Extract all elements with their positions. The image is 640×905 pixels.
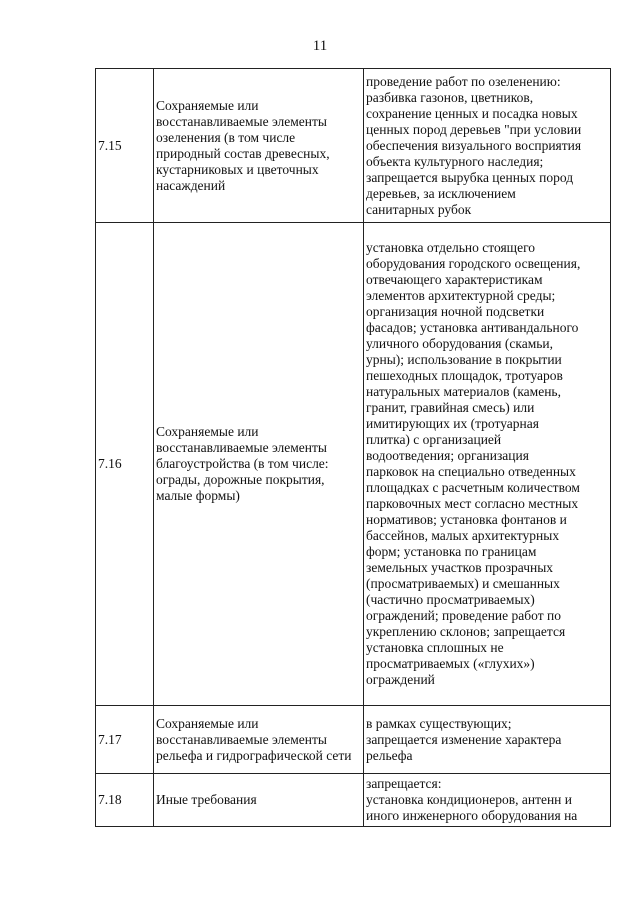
requirement-line: нормативов; установка фонтанов и	[366, 512, 567, 527]
requirement-line: установка отдельно стоящего	[366, 240, 536, 255]
requirement-line: просматриваемых («глухих»)	[366, 656, 535, 671]
requirements-cell	[364, 774, 611, 827]
row-number: 7.15	[96, 69, 154, 223]
requirement-line: бассейнов, малых архитектурных	[366, 528, 560, 543]
requirement-line: объекта культурного наследия;	[366, 153, 544, 169]
element-name: Сохраняемые или восстанавливаемые элементы рельефа и гидрографической сети	[154, 706, 364, 774]
requirement-line: установка сплошных не	[366, 640, 504, 655]
requirement-line: организация ночной подсветки	[366, 304, 545, 319]
requirements-cell	[364, 69, 611, 223]
element-name: Иные требования	[154, 774, 364, 827]
requirement-line: плитка) с организацией	[366, 432, 502, 447]
requirement-line: ограждений	[366, 672, 435, 687]
requirement-line: форм; установка по границам	[366, 544, 537, 559]
requirement-line: оборудования городского освещения,	[366, 256, 581, 271]
table-row	[96, 774, 611, 827]
requirement-line: запрещается:	[366, 776, 442, 791]
requirement-line: установка кондиционеров, антенн и	[366, 792, 573, 807]
requirement-line: уличного оборудования (скамьи,	[366, 336, 554, 351]
requirement-line: парковочных мест согласно местных	[366, 496, 579, 511]
requirement-line: сохранение ценных и посадка новых	[366, 105, 578, 121]
requirement-line: отвечающего характеристикам	[366, 272, 543, 287]
requirement-line: разбивка газонов, цветников,	[366, 89, 534, 105]
row-number: 7.18	[96, 774, 154, 827]
requirement-line: (частично просматриваемых)	[366, 592, 535, 607]
requirement-line: укреплению склонов; запрещается	[366, 624, 566, 639]
requirement-line: пешеходных площадок, тротуаров	[366, 368, 563, 383]
requirement-line: урны); использование в покрытии	[366, 352, 562, 367]
requirement-line: запрещается изменение характера	[366, 731, 562, 747]
element-name: Сохраняемые или восстанавливаемые элементы благоустройства (в том числе: ограды, дорожные покрытия, малые формы)	[154, 223, 364, 706]
requirement-line: в рамках существующих;	[366, 715, 512, 731]
requirement-line: запрещается вырубка ценных пород	[366, 169, 574, 185]
requirements-table	[95, 68, 611, 827]
requirement-line: ограждений; проведение работ по	[366, 608, 561, 623]
requirement-line: обеспечения визуального восприятия	[366, 137, 582, 153]
row-number: 7.17	[96, 706, 154, 774]
element-name: Сохраняемые или восстанавливаемые элементы озеленения (в том числе природный состав древесных, кустарниковых и цветочных насаждений	[154, 69, 364, 223]
requirement-line: ценных пород деревьев "при условии	[366, 121, 582, 137]
table-row	[96, 69, 611, 223]
requirement-line: парковок на специально отведенных	[366, 464, 576, 479]
requirement-line: фасадов; установка антивандального	[366, 320, 579, 335]
requirement-line: водоотведения; организация	[366, 448, 529, 463]
requirement-line: земельных участков прозрачных	[366, 560, 554, 575]
requirements-cell	[364, 706, 611, 774]
requirement-line: рельефа	[366, 747, 413, 763]
requirement-line: элементов архитектурной среды;	[366, 288, 556, 303]
table-row	[96, 706, 611, 774]
requirement-line: натуральных материалов (камень,	[366, 384, 561, 399]
requirement-line: (просматриваемых) и смешанных	[366, 576, 560, 591]
requirements-cell	[364, 223, 611, 706]
requirement-line: деревьев, за исключением	[366, 185, 516, 201]
requirement-line: санитарных рубок	[366, 201, 472, 217]
page-number: 11	[312, 38, 328, 54]
row-number: 7.16	[96, 223, 154, 706]
requirement-line: проведение работ по озеленению:	[366, 73, 561, 89]
table-row	[96, 223, 611, 706]
requirement-line: имитирующих их (тротуарная	[366, 416, 539, 431]
requirement-line: гранит, гравийная смесь) или	[366, 400, 535, 415]
requirement-line: площадках с расчетным количеством	[366, 480, 580, 495]
requirement-line: иного инженерного оборудования на	[366, 808, 578, 823]
